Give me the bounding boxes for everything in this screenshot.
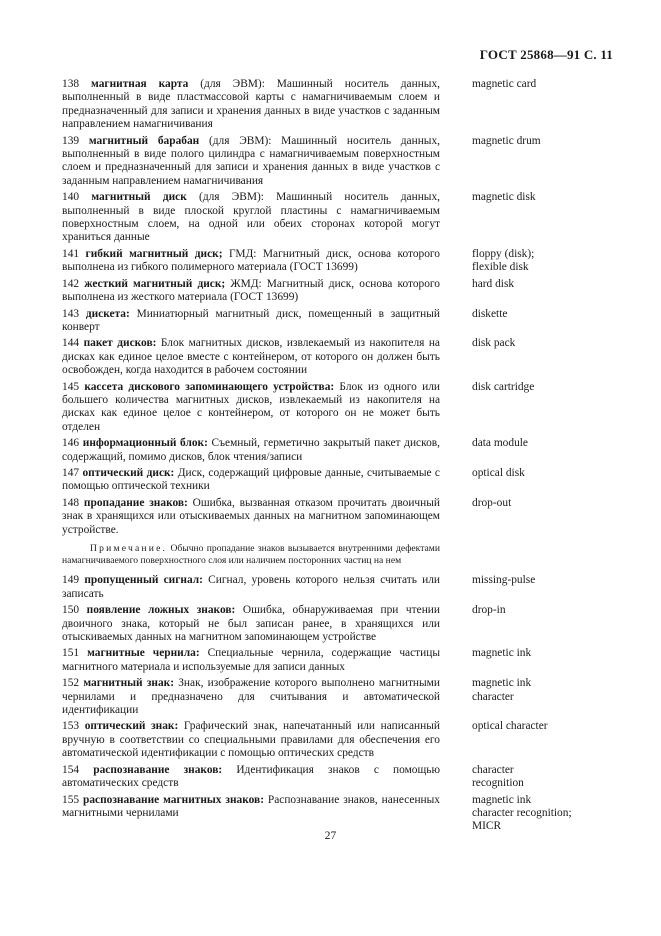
- term-definition: [62, 647, 440, 674]
- english-term: flexible disk: [472, 261, 529, 274]
- english-term: magnetic ink: [472, 677, 532, 690]
- term-number: 143: [62, 307, 80, 320]
- term-definition: [62, 191, 440, 245]
- english-equivalent: [472, 574, 622, 601]
- term-text: (для ЭВМ): Машинный носитель данных, выполненный в виде пластмассовой карты с намагничиваемым слоем и предназначенный для записи и хранения данных в виде участков с заданным направлением намагничивания: [62, 78, 440, 131]
- term-number: 154: [62, 763, 80, 776]
- term-name: магнитный знак:: [83, 677, 175, 690]
- terms-group-2: [62, 574, 622, 833]
- term-text: Знак, изображение которого выполнено магнитными чернилами и предназначено для считывания и автоматической идентификации: [62, 677, 440, 717]
- term-entry-154: [62, 764, 622, 791]
- term-definition: [62, 437, 440, 464]
- term-definition: [62, 794, 440, 834]
- term-definition: [62, 381, 440, 435]
- term-name: пропущенный сигнал:: [84, 574, 203, 587]
- english-equivalent: [472, 278, 622, 305]
- term-text: ГМД: Магнитный диск, основа которого выполнена из гибкого полимерного материала (ГОСТ 13699): [62, 247, 440, 274]
- term-number: 151: [62, 647, 80, 660]
- term-number: 149: [62, 574, 80, 587]
- term-definition: [62, 604, 440, 644]
- term-name: оптический знак:: [84, 720, 179, 733]
- term-name: магнитный барабан: [88, 134, 200, 147]
- term-name: гибкий магнитный диск;: [85, 247, 223, 260]
- term-entry-143: [62, 308, 622, 335]
- english-term: disk pack: [472, 337, 516, 350]
- terms-list: [62, 78, 622, 837]
- english-term: recognition: [472, 777, 524, 790]
- english-term: hard disk: [472, 277, 515, 290]
- term-name: дискета:: [85, 307, 130, 320]
- term-name: жесткий магнитный диск;: [84, 277, 226, 290]
- english-term: magnetic drum: [472, 134, 541, 147]
- english-equivalent: [472, 764, 622, 791]
- term-definition: [62, 764, 440, 791]
- term-entry-145: [62, 381, 622, 435]
- term-number: 138: [62, 78, 80, 90]
- english-equivalent: [472, 381, 622, 435]
- term-number: 145: [62, 380, 80, 393]
- page-header: ГОСТ 25868—91 С. 11: [479, 47, 613, 62]
- term-entry-141: [62, 248, 622, 275]
- english-equivalent: [472, 437, 622, 464]
- english-term: MICR: [472, 820, 502, 833]
- term-entry-151: [62, 647, 622, 674]
- term-entry-150: [62, 604, 622, 644]
- term-definition: [62, 497, 440, 537]
- english-term: missing-pulse: [472, 574, 536, 587]
- english-term: magnetic ink: [472, 793, 532, 806]
- page-number: 27: [324, 830, 337, 842]
- term-text: Специальные чернила, содержащие частицы магнитного материала и используемые для записи данных: [62, 647, 440, 673]
- english-term: drop-out: [472, 496, 512, 509]
- english-term: magnetic disk: [472, 191, 536, 204]
- terms-group-1: [62, 78, 622, 537]
- term-entry-144: [62, 337, 622, 377]
- english-term: drop-in: [472, 604, 506, 617]
- term-entry-138: [62, 78, 622, 132]
- english-equivalent: [472, 135, 622, 189]
- term-number: 141: [62, 247, 80, 260]
- term-text: Ошибка, вызванная отказом прочитать двоичный знак в хранящихся или отыскиваемых данных на магнитном запоминающем устройстве.: [62, 496, 440, 536]
- english-equivalent: [472, 467, 622, 494]
- english-term: optical character: [472, 720, 548, 733]
- note-text: Обычно пропадание знаков вызывается внутренними дефектами намагничиваемого поверхностного слоя или наличием посторонних частиц на нем: [62, 543, 440, 567]
- term-entry-149: [62, 574, 622, 601]
- term-name: появление ложных знаков:: [86, 604, 236, 617]
- term-number: 146: [62, 437, 80, 450]
- note-label: Примечание.: [90, 543, 168, 554]
- term-name: распознавание магнитных знаков:: [82, 793, 264, 806]
- term-definition: [62, 677, 440, 717]
- term-name: распознавание знаков:: [93, 763, 223, 776]
- term-name: оптический диск:: [82, 466, 175, 479]
- english-equivalent: [472, 677, 622, 717]
- term-entry-142: [62, 278, 622, 305]
- term-definition: [62, 574, 440, 601]
- term-definition: [62, 467, 440, 494]
- english-term: floppy (disk);: [472, 247, 535, 260]
- term-definition: [62, 308, 440, 335]
- english-term: data module: [472, 437, 528, 450]
- english-equivalent: [472, 308, 622, 335]
- term-name: пакет дисков:: [83, 337, 157, 350]
- term-text: Миниатюрный магнитный диск, помещенный в защитный конверт: [62, 307, 440, 333]
- english-equivalent: [472, 720, 622, 760]
- english-term: diskette: [472, 307, 508, 320]
- term-entry-153: [62, 720, 622, 760]
- term-definition: [62, 278, 440, 305]
- english-equivalent: [472, 794, 622, 834]
- term-number: 142: [62, 277, 80, 290]
- english-term: optical disk: [472, 466, 525, 479]
- english-term: disk cartridge: [472, 380, 535, 393]
- term-number: 152: [62, 677, 80, 690]
- term-entry-146: [62, 437, 622, 464]
- term-number: 153: [62, 720, 80, 733]
- term-text: Блок из одного или большего количества магнитных дисков, извлекаемый из накопителя на дисках как единое целое с контейнером, от которого он не может быть отделен: [62, 380, 440, 433]
- term-name: магнитные чернила:: [87, 647, 200, 660]
- term-entry-139: [62, 135, 622, 189]
- term-text: Сигнал, уровень которого нельзя считать или записать: [62, 574, 440, 600]
- english-equivalent: [472, 191, 622, 245]
- term-definition: [62, 337, 440, 377]
- term-text: Блок магнитных дисков, извлекаемый из накопителя на дисках как единое целое вместе с контейнером, от которого он должен быть освобожден, когда находится в рабочем состоянии: [62, 337, 440, 377]
- english-equivalent: [472, 604, 622, 644]
- term-number: 150: [62, 604, 80, 617]
- term-entry-147: [62, 467, 622, 494]
- term-text: Идентификация знаков с помощью автоматических средств: [62, 763, 440, 790]
- term-name: кассета дискового запоминающего устройства:: [84, 380, 335, 393]
- term-definition: [62, 248, 440, 275]
- term-text: ЖМД: Магнитный диск, основа которого выполнена из жесткого материала (ГОСТ 13699): [62, 277, 441, 304]
- term-name: информационный блок:: [82, 437, 208, 450]
- term-number: 148: [62, 496, 80, 509]
- term-definition: [62, 135, 440, 189]
- term-number: 155: [62, 793, 80, 806]
- term-entry-155: [62, 794, 622, 834]
- english-equivalent: [472, 337, 622, 377]
- term-text: (для ЭВМ): Машинный носитель данных, выполненный в виде плоской круглой пластины с намагничиваемым поверхностным слоем, на одной или обеих сторонах которой могут храниться данные: [62, 191, 440, 244]
- english-term: character: [472, 690, 514, 703]
- english-term: magnetic card: [472, 78, 537, 90]
- term-number: 140: [62, 191, 80, 204]
- english-equivalent: [472, 78, 622, 132]
- term-text: Распознавание знаков, нанесенных магнитными чернилами: [62, 793, 440, 819]
- term-text: Графический знак, напечатанный или написанный вручную в соответствии со специальными правилами для обеспечения его автоматической идентификации с помощью оптических средств: [62, 720, 440, 760]
- term-definition: [62, 78, 440, 132]
- term-definition: [62, 720, 440, 760]
- term-text: Ошибка, обнаруживаемая при чтении двоичного знака, который не был записан ранее, в хранящихся или отыскиваемых данных на магнитном запоминающем устройстве: [62, 604, 440, 644]
- term-entry-140: [62, 191, 622, 245]
- term-text: Диск, содержащий цифровые данные, считываемые с помощью оптической техники: [62, 466, 440, 493]
- term-number: 139: [62, 134, 80, 147]
- term-name: магнитный диск: [91, 191, 187, 204]
- term-entry-152: [62, 677, 622, 717]
- english-equivalent: [472, 647, 622, 674]
- term-entry-148: [62, 497, 622, 537]
- term-text: Съемный, герметично закрытый пакет дисков, содержащий, помимо дисков, блок чтения/записи: [62, 437, 440, 463]
- term-number: 144: [62, 337, 80, 350]
- english-equivalent: [472, 248, 622, 275]
- term-number: 147: [62, 466, 80, 479]
- term-name: пропадание знаков:: [83, 496, 188, 509]
- term-text: (для ЭВМ): Машинный носитель данных, выполненный в виде полого цилиндра с намагничиваемым поверхностным слоем и предназначенный для записи и хранения данных в виде участков с заданным направлением намагничивания: [62, 134, 440, 187]
- english-term: magnetic ink: [472, 647, 532, 660]
- english-equivalent: [472, 497, 622, 537]
- english-term: character: [472, 763, 514, 776]
- english-term: character recognition;: [472, 806, 572, 819]
- note: [62, 543, 440, 567]
- term-name: магнитная карта: [91, 78, 189, 90]
